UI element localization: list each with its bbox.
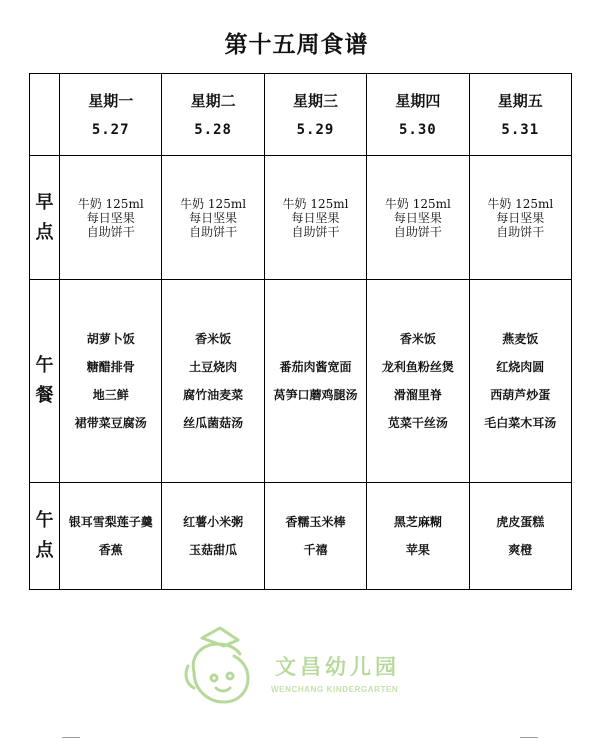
lunch-cell bbox=[264, 280, 366, 483]
snack-cell bbox=[60, 483, 162, 590]
row-label-snack bbox=[30, 483, 60, 590]
menu-item: 牛奶 125ml bbox=[384, 196, 451, 211]
day-header-cell bbox=[60, 74, 162, 156]
menu-item: 自助饼干 bbox=[496, 224, 545, 239]
menu-item: 红烧肉圆 bbox=[496, 360, 545, 374]
breakfast-cell bbox=[367, 156, 469, 280]
menu-item: 香米饭 bbox=[195, 332, 232, 346]
day-header-cell bbox=[367, 74, 469, 156]
menu-item: 黑芝麻糊 bbox=[393, 515, 442, 529]
menu-item: 红薯小米粥 bbox=[183, 515, 244, 529]
menu-item: 牛奶 125ml bbox=[282, 196, 349, 211]
footer-mark-right bbox=[520, 737, 538, 738]
lunch-cell bbox=[162, 280, 264, 483]
day-name: 星期五 bbox=[497, 91, 543, 110]
menu-item: 裙带菜豆腐汤 bbox=[74, 416, 147, 430]
logo-subtitle: WENCHANG KINDERGARTEN bbox=[271, 685, 399, 694]
weekly-menu-table bbox=[29, 73, 572, 590]
row-label-char: 午 bbox=[35, 355, 54, 376]
menu-item: 牛奶 125ml bbox=[180, 196, 247, 211]
day-header-cell bbox=[162, 74, 264, 156]
snack-cell bbox=[367, 483, 469, 590]
menu-item: 糖醋排骨 bbox=[86, 360, 135, 374]
menu-item: 每日坚果 bbox=[291, 210, 340, 225]
menu-item: 虎皮蛋糕 bbox=[496, 515, 545, 529]
menu-item: 自助饼干 bbox=[291, 224, 340, 239]
day-name: 星期二 bbox=[190, 91, 236, 110]
menu-item: 自助饼干 bbox=[189, 224, 238, 239]
breakfast-cell bbox=[162, 156, 264, 280]
breakfast-cell bbox=[60, 156, 162, 280]
footer-mark-left bbox=[62, 737, 80, 738]
row-label-char: 早 bbox=[35, 191, 54, 213]
day-date: 5.31 bbox=[501, 121, 540, 138]
menu-item: 土豆烧肉 bbox=[189, 360, 238, 374]
day-date: 5.28 bbox=[194, 121, 232, 138]
page-title: 第十五周食谱 bbox=[224, 32, 369, 58]
day-header-cell bbox=[469, 74, 571, 156]
menu-item: 番茄肉酱宽面 bbox=[279, 360, 352, 374]
row-label-char: 午 bbox=[35, 510, 54, 531]
menu-item: 银耳雪梨莲子羹 bbox=[68, 515, 153, 529]
header-row bbox=[30, 74, 572, 156]
day-date: 5.27 bbox=[91, 121, 130, 138]
menu-item: 苋菜干丝汤 bbox=[387, 416, 448, 430]
breakfast-cell bbox=[469, 156, 571, 280]
menu-item: 苹果 bbox=[405, 543, 430, 557]
menu-item: 每日坚果 bbox=[86, 210, 135, 225]
day-date: 5.30 bbox=[399, 121, 437, 138]
day-name: 星期四 bbox=[395, 91, 441, 110]
lunch-cell bbox=[60, 280, 162, 483]
row-label-char: 点 bbox=[35, 221, 54, 243]
lunch-row bbox=[30, 280, 572, 483]
menu-item: 香蕉 bbox=[98, 543, 123, 557]
day-name: 星期三 bbox=[292, 91, 338, 110]
menu-item: 西葫芦炒蛋 bbox=[490, 388, 551, 402]
menu-item: 每日坚果 bbox=[496, 210, 545, 225]
breakfast-cell bbox=[264, 156, 366, 280]
day-header-cell bbox=[264, 74, 366, 156]
corner-cell bbox=[30, 74, 60, 156]
menu-item: 龙利鱼粉丝煲 bbox=[381, 360, 454, 374]
menu-item: 地三鲜 bbox=[92, 388, 129, 402]
menu-item: 自助饼干 bbox=[86, 224, 135, 239]
snack-row bbox=[30, 483, 572, 590]
logo-text: 文昌幼儿园 bbox=[275, 655, 400, 679]
menu-item: 千禧 bbox=[303, 543, 328, 557]
lunch-cell bbox=[367, 280, 469, 483]
breakfast-row bbox=[30, 156, 572, 280]
snack-cell bbox=[469, 483, 571, 590]
snack-cell bbox=[264, 483, 366, 590]
menu-item: 腐竹油麦菜 bbox=[183, 388, 244, 402]
menu-item: 滑溜里脊 bbox=[393, 388, 442, 402]
menu-item: 每日坚果 bbox=[189, 210, 238, 225]
menu-item: 牛奶 125ml bbox=[77, 196, 144, 211]
menu-item: 玉菇甜瓜 bbox=[189, 543, 238, 557]
lunch-cell bbox=[469, 280, 571, 483]
menu-item: 莴笋口蘑鸡腿汤 bbox=[273, 388, 358, 402]
menu-item: 毛白菜木耳汤 bbox=[484, 416, 557, 430]
menu-item: 香米饭 bbox=[399, 332, 436, 346]
day-name: 星期一 bbox=[88, 91, 134, 110]
row-label-breakfast bbox=[30, 156, 60, 280]
menu-item: 每日坚果 bbox=[393, 210, 442, 225]
menu-item: 燕麦饭 bbox=[502, 332, 539, 346]
menu-item: 自助饼干 bbox=[393, 224, 442, 239]
day-date: 5.29 bbox=[296, 121, 335, 138]
snack-cell bbox=[162, 483, 264, 590]
row-label-lunch bbox=[30, 280, 60, 483]
row-label-char: 餐 bbox=[35, 385, 54, 406]
menu-item: 爽橙 bbox=[508, 543, 533, 557]
menu-item: 胡萝卜饭 bbox=[86, 332, 135, 346]
menu-item: 牛奶 125ml bbox=[487, 196, 554, 211]
menu-item: 香糯玉米棒 bbox=[285, 515, 346, 529]
menu-item: 丝瓜菌菇汤 bbox=[183, 416, 244, 430]
row-label-char: 点 bbox=[35, 540, 54, 561]
